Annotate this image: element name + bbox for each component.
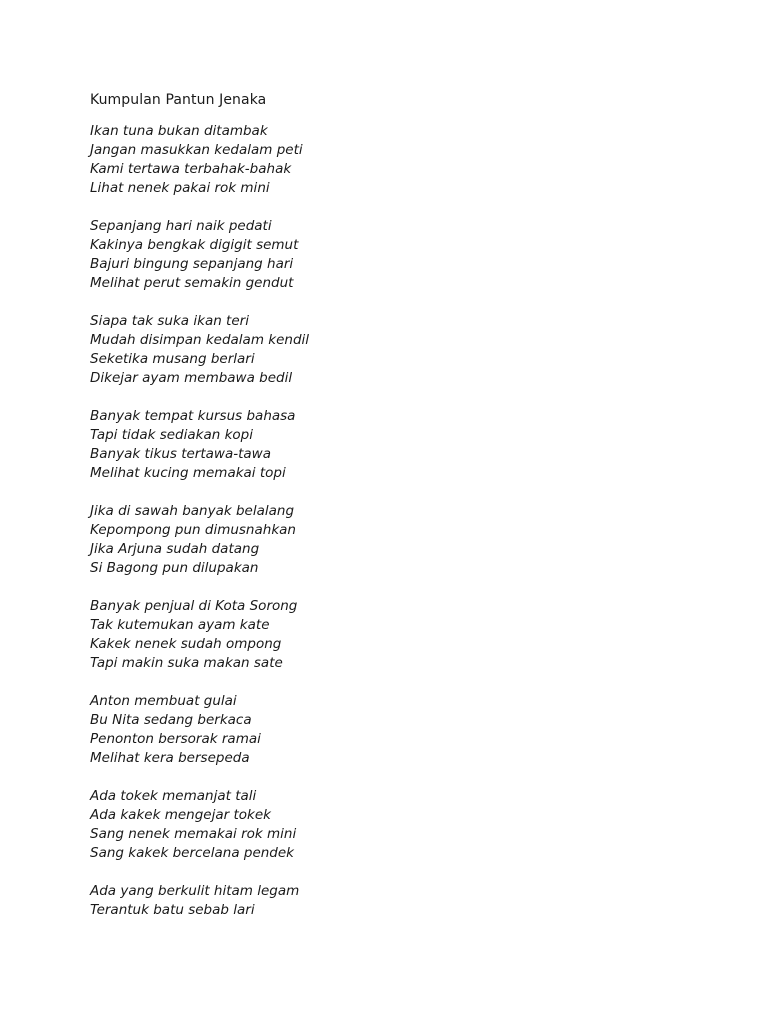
document-title: Kumpulan Pantun Jenaka <box>90 92 267 108</box>
document-page <box>90 89 730 939</box>
stanza <box>90 787 730 863</box>
poem-line: Sang kakek bercelana pendek <box>90 845 295 861</box>
poem-line: Jika di sawah banyak belalang <box>90 503 295 519</box>
poem-line: Bajuri bingung sepanjang hari <box>90 256 294 272</box>
poem-line: Penonton bersorak ramai <box>90 731 261 747</box>
poem-line: Melihat kucing memakai topi <box>90 465 286 481</box>
stanza <box>90 597 730 673</box>
poem-line: Ada tokek memanjat tali <box>90 788 257 804</box>
poem-line: Tapi makin suka makan sate <box>90 655 283 671</box>
poem-line: Si Bagong pun dilupakan <box>90 560 259 576</box>
poem-line: Bu Nita sedang berkaca <box>90 712 252 728</box>
poem-line: Sang nenek memakai rok mini <box>90 826 297 842</box>
poem-line: Kepompong pun dimusnahkan <box>90 522 296 538</box>
stanza <box>90 217 730 293</box>
poem-line: Jika Arjuna sudah datang <box>90 541 260 557</box>
poem-line: Melihat kera bersepeda <box>90 750 250 766</box>
poem-line: Sepanjang hari naik pedati <box>90 218 272 234</box>
poem-line: Ada yang berkulit hitam legam <box>90 883 300 899</box>
poem-line: Dikejar ayam membawa bedil <box>90 370 293 386</box>
poem-line: Banyak tikus tertawa-tawa <box>90 446 271 462</box>
stanza <box>90 692 730 768</box>
stanza <box>90 882 730 920</box>
poem-line: Lihat nenek pakai rok mini <box>90 180 270 196</box>
poem-line: Ada kakek mengejar tokek <box>90 807 271 823</box>
stanza <box>90 122 730 198</box>
stanza <box>90 312 730 388</box>
stanza <box>90 502 730 578</box>
poem-line: Banyak tempat kursus bahasa <box>90 408 296 424</box>
poem-line: Kami tertawa terbahak-bahak <box>90 161 292 177</box>
poem-line: Jangan masukkan kedalam peti <box>90 142 303 158</box>
poem-line: Terantuk batu sebab lari <box>90 902 255 918</box>
poem-line: Seketika musang berlari <box>90 351 255 367</box>
poem-line: Kakek nenek sudah ompong <box>90 636 282 652</box>
poem-line: Mudah disimpan kedalam kendil <box>90 332 310 348</box>
stanza <box>90 407 730 483</box>
poem-line: Melihat perut semakin gendut <box>90 275 294 291</box>
poem-line: Tapi tidak sediakan kopi <box>90 427 253 443</box>
poem-line: Kakinya bengkak digigit semut <box>90 237 299 253</box>
poem-line: Siapa tak suka ikan teri <box>90 313 249 329</box>
poem-line: Anton membuat gulai <box>90 693 237 709</box>
poem-line: Tak kutemukan ayam kate <box>90 617 270 633</box>
poem-line: Ikan tuna bukan ditambak <box>90 123 268 139</box>
poem-line: Banyak penjual di Kota Sorong <box>90 598 298 614</box>
